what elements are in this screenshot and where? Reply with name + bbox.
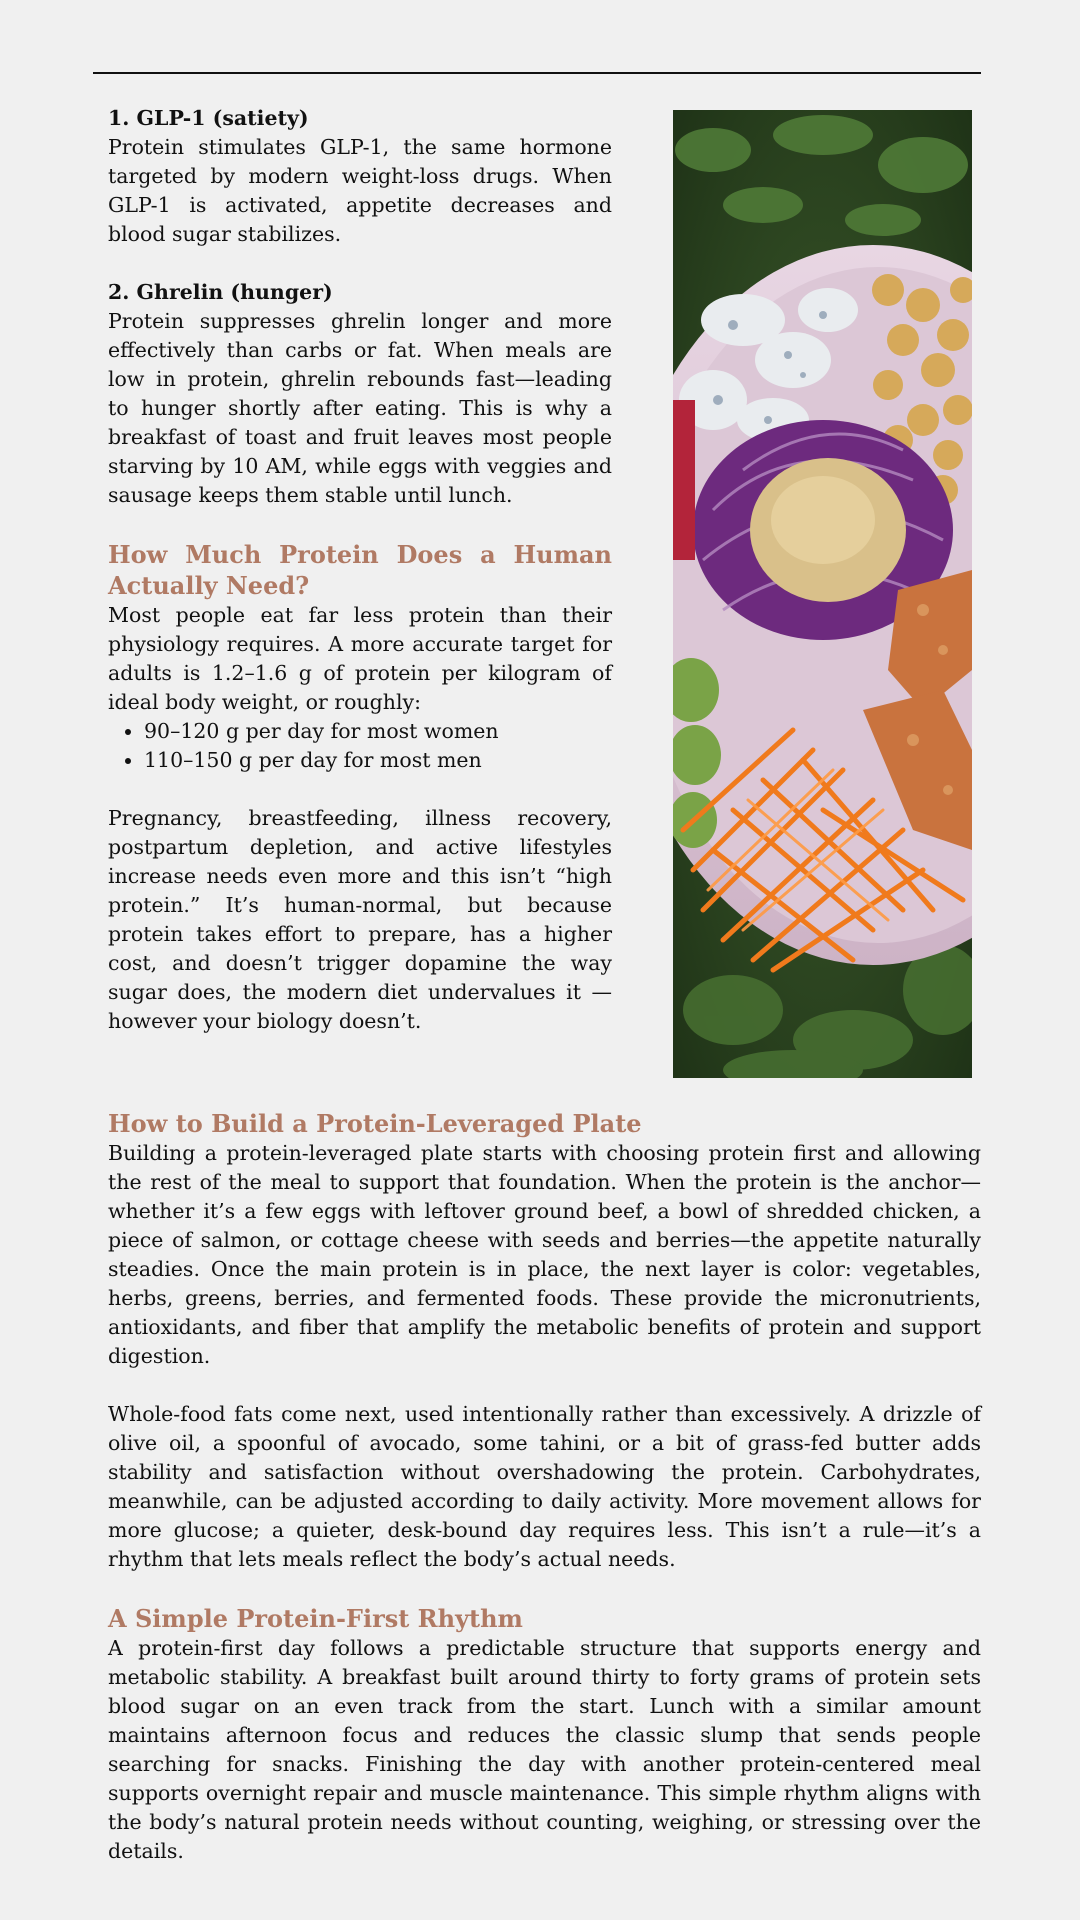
plate-para-1: Building a protein-leveraged plate starts with choosing protein first and allowing the rest of the meal to support that foundation. When the protein is the anchor—whether it’s a few eggs with leftover ground beef, a bowl of shredded chicken, a piece of salmon, or cottage cheese with seeds and berries—the appetite naturally steadies. Once the main protein is in place, the next layer is color: vegetables, herbs, greens, berries, and fermented foods. These provide the micronutrients, antioxidants, and fiber that amplify the metabolic benefits of protein and support digestion. [108, 1141, 981, 1368]
ghrelin-body: Protein suppresses ghrelin longer and more effectively than carbs or fat. When meals are low in protein, ghrelin rebounds fast—leading to hunger shortly after eating. This is why a breakfast of toast and fruit leaves most people starving by 10 AM, while eggs with veggies and sausage keeps them stable until lunch. [108, 309, 612, 507]
list-item: • 110–150 g per day for most men [144, 746, 612, 775]
protein-target-list [108, 717, 612, 775]
protein-need-body: Pregnancy, breastfeeding, illness recovery, postpartum depletion, and active lifestyles increase needs even more and this isn’t “high protein.” It’s human-normal, but because protein takes effort to prepare, has a higher cost, and doesn’t trigger dopamine the way sugar does, the modern diet undervalues it — however your biology doesn’t. [108, 806, 612, 1033]
glp1-body: Protein stimulates GLP-1, the same hormone targeted by modern weight-loss drugs. When GLP-1 is activated, appetite decreases and blood sugar stabilizes. [108, 135, 612, 246]
ghrelin-heading: 2. Ghrelin (hunger) [108, 280, 333, 304]
plate-para-2: Whole-food fats come next, used intentionally rather than excessively. A drizzle of olive oil, a spoonful of avocado, some tahini, or a bit of grass-fed butter adds stability and satisfaction without overshadowing the protein. Carbohydrates, meanwhile, can be adjusted according to daily activity. More movement allows for more glucose; a quieter, desk-bound day requires less. This isn’t a rule—it’s a rhythm that lets meals reflect the body’s actual needs. [108, 1402, 981, 1571]
glp1-heading: 1. GLP-1 (satiety) [108, 106, 309, 130]
full-width-column [108, 1108, 981, 1866]
rhythm-body: A protein-first day follows a predictable structure that supports energy and metabolic stability. A breakfast built around thirty to forty grams of protein sets blood sugar on an even track from the start. Lunch with a similar amount maintains afternoon focus and reduces the classic slump that sends people searching for snacks. Finishing the day with another protein-centered meal supports overnight repair and muscle maintenance. This simple rhythm aligns with the body’s natural protein needs without counting, weighing, or stressing over the details. [108, 1636, 981, 1863]
top-divider [93, 72, 981, 74]
plate-heading: How to Build a Protein-Leveraged Plate [108, 1109, 642, 1138]
rhythm-heading: A Simple Protein-First Rhythm [108, 1604, 523, 1633]
left-column [108, 104, 612, 1036]
protein-need-heading: How Much Protein Does a Human Actually Need? [108, 540, 612, 600]
salad-bowl-photo [673, 110, 972, 1078]
salad-bowl-illustration [673, 110, 972, 1078]
protein-need-intro: Most people eat far less protein than their physiology requires. A more accurate target for adults is 1.2–1.6 g of protein per kilogram of ideal body weight, or roughly: [108, 603, 612, 714]
list-item: • 90–120 g per day for most women [144, 717, 612, 746]
